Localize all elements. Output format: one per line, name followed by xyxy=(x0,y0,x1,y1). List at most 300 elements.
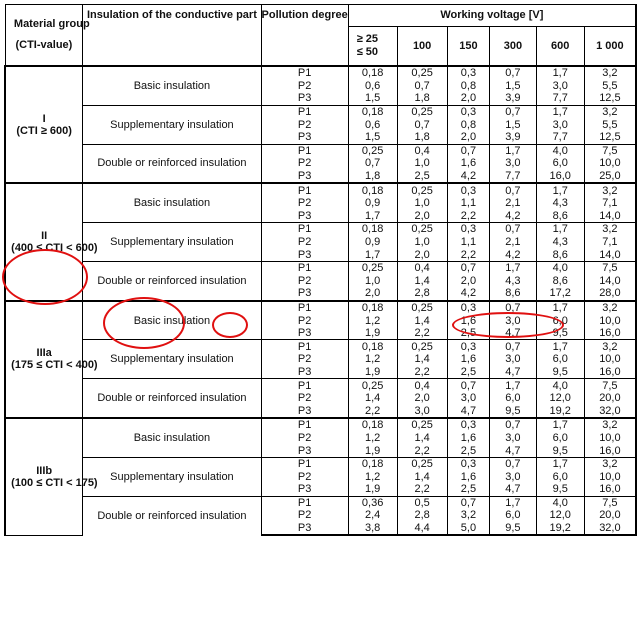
creepage-value-cell: 3,2 xyxy=(584,223,636,236)
creepage-value-cell: 9,5 xyxy=(490,522,536,536)
pollution-degree-cell: P2 xyxy=(261,353,348,366)
material-group-name: II xyxy=(41,230,48,243)
material-group-cell xyxy=(5,183,98,300)
voltage-header-cell: 1 000 xyxy=(584,27,636,67)
creepage-value-cell: 32,0 xyxy=(584,404,636,418)
creepage-value-cell: 1,2 xyxy=(348,314,397,327)
creepage-value-cell: 3,0 xyxy=(490,470,536,483)
creepage-value-cell: 0,7 xyxy=(490,223,536,236)
creepage-value-cell: 6,0 xyxy=(536,432,584,445)
insulation-type-cell: Basic insulation xyxy=(83,418,261,457)
material-group-cell xyxy=(5,301,98,418)
creepage-value-cell: 0,3 xyxy=(447,223,489,236)
creepage-value-cell: 10,0 xyxy=(584,432,636,445)
creepage-value-cell: 2,2 xyxy=(397,483,447,496)
creepage-value-cell: 1,4 xyxy=(397,314,447,327)
table-row xyxy=(5,457,636,470)
creepage-value-cell: 4,4 xyxy=(397,522,447,536)
creepage-value-cell: 16,0 xyxy=(584,366,636,379)
pollution-degree-cell: P1 xyxy=(261,457,348,470)
creepage-value-cell: 2,0 xyxy=(397,392,447,405)
creepage-value-cell: 4,7 xyxy=(447,404,489,418)
creepage-value-cell: 0,7 xyxy=(490,340,536,353)
creepage-value-cell: 0,5 xyxy=(397,496,447,509)
pollution-degree-cell: P1 xyxy=(261,496,348,509)
creepage-value-cell: 9,5 xyxy=(536,366,584,379)
pollution-degree-cell: P2 xyxy=(261,236,348,249)
creepage-value-cell: 0,7 xyxy=(490,457,536,470)
creepage-value-cell: 3,8 xyxy=(348,522,397,536)
creepage-value-cell: 5,5 xyxy=(584,80,636,93)
creepage-value-cell: 0,3 xyxy=(447,66,489,80)
creepage-value-cell: 5,5 xyxy=(584,118,636,131)
voltage-header-cell: 150 xyxy=(447,27,489,67)
creepage-value-cell: 0,7 xyxy=(348,157,397,170)
creepage-value-cell: 1,7 xyxy=(348,248,397,261)
pollution-degree-cell: P3 xyxy=(261,170,348,184)
creepage-value-cell: 3,0 xyxy=(490,353,536,366)
insulation-type-cell: Double or reinforced insulation xyxy=(83,261,261,300)
creepage-value-cell: 16,0 xyxy=(584,327,636,340)
pollution-degree-cell: P1 xyxy=(261,183,348,197)
creepage-value-cell: 0,25 xyxy=(348,144,397,157)
creepage-value-cell: 3,0 xyxy=(490,432,536,445)
creepage-value-cell: 6,0 xyxy=(490,509,536,522)
creepage-value-cell: 9,5 xyxy=(536,483,584,496)
creepage-value-cell: 1,8 xyxy=(348,170,397,184)
creepage-value-cell: 6,0 xyxy=(536,353,584,366)
insulation-type-cell: Supplementary insulation xyxy=(83,340,261,379)
creepage-value-cell: 3,2 xyxy=(584,105,636,118)
insulation-type-cell: Supplementary insulation xyxy=(83,457,261,496)
creepage-value-cell: 16,0 xyxy=(536,170,584,184)
creepage-value-cell: 6,0 xyxy=(536,314,584,327)
creepage-value-cell: 1,7 xyxy=(490,144,536,157)
creepage-value-cell: 12,5 xyxy=(584,131,636,144)
pollution-degree-cell: P1 xyxy=(261,223,348,236)
creepage-value-cell: 0,25 xyxy=(397,223,447,236)
creepage-value-cell: 7,5 xyxy=(584,496,636,509)
creepage-value-cell: 7,5 xyxy=(584,379,636,392)
creepage-value-cell: 3,0 xyxy=(490,157,536,170)
creepage-value-cell: 16,0 xyxy=(584,483,636,496)
creepage-value-cell: 3,2 xyxy=(584,340,636,353)
pollution-degree-cell: P2 xyxy=(261,118,348,131)
creepage-value-cell: 2,5 xyxy=(447,366,489,379)
creepage-value-cell: 0,18 xyxy=(348,66,397,80)
creepage-value-cell: 4,2 xyxy=(490,210,536,223)
pollution-degree-header: Pollution degree xyxy=(261,5,348,67)
cti-range: (CTI ≥ 600) xyxy=(16,124,72,137)
creepage-value-cell: 2,2 xyxy=(397,366,447,379)
creepage-value-cell: 7,7 xyxy=(490,170,536,184)
creepage-value-cell: 32,0 xyxy=(584,522,636,536)
creepage-value-cell: 0,6 xyxy=(348,118,397,131)
voltage-header-cell: 300 xyxy=(490,27,536,67)
table-row xyxy=(5,340,636,353)
creepage-value-cell: 2,2 xyxy=(397,444,447,457)
creepage-value-cell: 0,3 xyxy=(447,457,489,470)
cti-range: (175 ≤ CTI < 400) xyxy=(11,359,98,372)
creepage-value-cell: 10,0 xyxy=(584,353,636,366)
creepage-value-cell: 0,25 xyxy=(397,418,447,432)
creepage-value-cell: 2,0 xyxy=(447,275,489,288)
table-row xyxy=(5,183,636,197)
creepage-value-cell: 0,18 xyxy=(348,340,397,353)
creepage-value-cell: 3,2 xyxy=(447,509,489,522)
creepage-value-cell: 1,0 xyxy=(397,197,447,210)
creepage-value-cell: 3,9 xyxy=(490,92,536,105)
creepage-value-cell: 0,8 xyxy=(447,80,489,93)
pollution-degree-cell: P3 xyxy=(261,483,348,496)
creepage-value-cell: 20,0 xyxy=(584,392,636,405)
creepage-value-cell: 4,2 xyxy=(447,287,489,301)
pollution-degree-cell: P1 xyxy=(261,379,348,392)
creepage-value-cell: 0,18 xyxy=(348,223,397,236)
creepage-value-cell: 4,3 xyxy=(536,197,584,210)
creepage-value-cell: 0,3 xyxy=(447,301,489,315)
creepage-value-cell: 3,2 xyxy=(584,183,636,197)
creepage-value-cell: 14,0 xyxy=(584,210,636,223)
creepage-value-cell: 0,18 xyxy=(348,105,397,118)
creepage-value-cell: 0,36 xyxy=(348,496,397,509)
creepage-value-cell: 12,5 xyxy=(584,92,636,105)
creepage-value-cell: 0,18 xyxy=(348,457,397,470)
creepage-value-cell: 1,2 xyxy=(348,353,397,366)
creepage-value-cell: 0,4 xyxy=(397,379,447,392)
creepage-value-cell: 0,25 xyxy=(397,183,447,197)
creepage-value-cell: 0,4 xyxy=(397,261,447,274)
creepage-value-cell: 4,7 xyxy=(490,327,536,340)
creepage-value-cell: 12,0 xyxy=(536,392,584,405)
creepage-value-cell: 3,0 xyxy=(536,118,584,131)
creepage-value-cell: 1,7 xyxy=(348,210,397,223)
creepage-value-cell: 4,0 xyxy=(536,144,584,157)
voltage-header-cell: 600 xyxy=(536,27,584,67)
pollution-degree-cell: P2 xyxy=(261,80,348,93)
table-row xyxy=(5,261,636,274)
creepage-value-cell: 2,8 xyxy=(397,287,447,301)
creepage-value-cell: 0,7 xyxy=(447,379,489,392)
pollution-degree-cell: P3 xyxy=(261,327,348,340)
insulation-header: Insulation of the conductive part xyxy=(83,5,261,67)
creepage-value-cell: 2,0 xyxy=(348,287,397,301)
creepage-value-cell: 0,7 xyxy=(490,418,536,432)
table-row xyxy=(5,379,636,392)
pollution-degree-cell: P3 xyxy=(261,444,348,457)
creepage-value-cell: 4,3 xyxy=(536,236,584,249)
creepage-value-cell: 7,7 xyxy=(536,92,584,105)
creepage-value-cell: 0,25 xyxy=(397,105,447,118)
creepage-value-cell: 1,4 xyxy=(348,392,397,405)
creepage-value-cell: 4,0 xyxy=(536,261,584,274)
creepage-value-cell: 1,9 xyxy=(348,483,397,496)
creepage-value-cell: 10,0 xyxy=(584,470,636,483)
creepage-value-cell: 19,2 xyxy=(536,522,584,536)
creepage-value-cell: 3,0 xyxy=(490,314,536,327)
creepage-value-cell: 6,0 xyxy=(536,157,584,170)
creepage-value-cell: 0,18 xyxy=(348,301,397,315)
pollution-degree-cell: P1 xyxy=(261,418,348,432)
creepage-value-cell: 1,4 xyxy=(397,353,447,366)
creepage-value-cell: 6,0 xyxy=(490,392,536,405)
pollution-degree-cell: P2 xyxy=(261,432,348,445)
creepage-value-cell: 0,7 xyxy=(490,183,536,197)
pollution-degree-cell: P2 xyxy=(261,509,348,522)
voltage-header-cell: 100 xyxy=(397,27,447,67)
creepage-value-cell: 0,6 xyxy=(348,80,397,93)
creepage-value-cell: 0,3 xyxy=(447,340,489,353)
creepage-value-cell: 1,7 xyxy=(490,496,536,509)
creepage-value-cell: 0,18 xyxy=(348,418,397,432)
insulation-type-cell: Double or reinforced insulation xyxy=(83,144,261,183)
material-group-cell xyxy=(5,66,83,183)
creepage-value-cell: 2,1 xyxy=(490,236,536,249)
creepage-value-cell: 1,4 xyxy=(397,470,447,483)
cti-range: (100 ≤ CTI < 175) xyxy=(11,476,98,489)
creepage-value-cell: 4,7 xyxy=(490,444,536,457)
pollution-degree-cell: P3 xyxy=(261,92,348,105)
creepage-value-cell: 12,0 xyxy=(536,509,584,522)
creepage-value-cell: 2,8 xyxy=(397,509,447,522)
creepage-value-cell: 7,1 xyxy=(584,197,636,210)
creepage-value-cell: 1,7 xyxy=(536,301,584,315)
creepage-value-cell: 4,2 xyxy=(490,248,536,261)
creepage-value-cell: 0,9 xyxy=(348,197,397,210)
creepage-value-cell: 4,2 xyxy=(447,170,489,184)
creepage-value-cell: 4,7 xyxy=(490,483,536,496)
creepage-value-cell: 3,0 xyxy=(447,392,489,405)
creepage-value-cell: 6,0 xyxy=(536,470,584,483)
creepage-value-cell: 0,25 xyxy=(397,340,447,353)
creepage-value-cell: 1,6 xyxy=(447,470,489,483)
material-group-name: IIIa xyxy=(36,347,52,360)
creepage-value-cell: 14,0 xyxy=(584,275,636,288)
table-row xyxy=(5,66,636,80)
creepage-value-cell: 1,9 xyxy=(348,366,397,379)
creepage-value-cell: 8,6 xyxy=(536,275,584,288)
cti-value-label: (CTI-value) xyxy=(15,39,73,51)
creepage-value-cell: 3,2 xyxy=(584,457,636,470)
pollution-degree-cell: P3 xyxy=(261,248,348,261)
creepage-value-cell: 10,0 xyxy=(584,157,636,170)
creepage-value-cell: 1,7 xyxy=(490,261,536,274)
creepage-value-cell: 1,5 xyxy=(490,118,536,131)
creepage-value-cell: 0,18 xyxy=(348,183,397,197)
creepage-value-cell: 1,7 xyxy=(536,340,584,353)
material-group-header xyxy=(5,5,90,67)
creepage-value-cell: 7,1 xyxy=(584,236,636,249)
creepage-value-cell: 4,0 xyxy=(536,379,584,392)
creepage-value-cell: 1,7 xyxy=(536,66,584,80)
pollution-degree-cell: P2 xyxy=(261,157,348,170)
pollution-degree-cell: P2 xyxy=(261,314,348,327)
creepage-value-cell: 1,6 xyxy=(447,157,489,170)
material-group-name: I xyxy=(42,112,46,125)
creepage-value-cell: 0,25 xyxy=(397,301,447,315)
creepage-value-cell: 8,6 xyxy=(536,210,584,223)
creepage-value-cell: 3,0 xyxy=(536,80,584,93)
creepage-value-cell: 2,5 xyxy=(447,327,489,340)
creepage-value-cell: 2,5 xyxy=(397,170,447,184)
insulation-type-cell: Double or reinforced insulation xyxy=(83,496,261,535)
creepage-value-cell: 4,3 xyxy=(490,275,536,288)
creepage-value-cell: 0,3 xyxy=(447,183,489,197)
creepage-value-cell: 0,7 xyxy=(490,105,536,118)
table-row xyxy=(5,144,636,157)
creepage-value-cell: 1,2 xyxy=(348,470,397,483)
creepage-value-cell: 1,1 xyxy=(447,197,489,210)
creepage-value-cell: 1,9 xyxy=(348,444,397,457)
insulation-type-cell: Basic insulation xyxy=(83,183,261,222)
creepage-value-cell: 2,2 xyxy=(348,404,397,418)
creepage-value-cell: 0,7 xyxy=(447,496,489,509)
pollution-degree-cell: P1 xyxy=(261,66,348,80)
creepage-value-cell: 0,7 xyxy=(490,66,536,80)
creepage-value-cell: 2,0 xyxy=(447,92,489,105)
creepage-value-cell: 1,1 xyxy=(447,236,489,249)
creepage-value-cell: 2,2 xyxy=(397,327,447,340)
creepage-value-cell: 2,2 xyxy=(447,210,489,223)
creepage-value-cell: 0,7 xyxy=(447,144,489,157)
table-row xyxy=(5,496,636,509)
table-row xyxy=(5,105,636,118)
pollution-degree-cell: P3 xyxy=(261,210,348,223)
creepage-table-container xyxy=(4,4,637,536)
creepage-value-cell: 1,5 xyxy=(348,92,397,105)
pollution-degree-cell: P2 xyxy=(261,275,348,288)
creepage-value-cell: 2,5 xyxy=(447,483,489,496)
material-group-cell xyxy=(5,418,98,535)
pollution-degree-cell: P3 xyxy=(261,131,348,144)
creepage-value-cell: 0,25 xyxy=(348,261,397,274)
creepage-value-cell: 3,0 xyxy=(397,404,447,418)
pollution-degree-cell: P2 xyxy=(261,197,348,210)
creepage-value-cell: 1,7 xyxy=(536,223,584,236)
creepage-value-cell: 2,0 xyxy=(447,131,489,144)
pollution-degree-cell: P3 xyxy=(261,522,348,536)
creepage-value-cell: 1,8 xyxy=(397,92,447,105)
creepage-value-cell: 19,2 xyxy=(536,404,584,418)
creepage-value-cell: 1,8 xyxy=(397,131,447,144)
creepage-value-cell: 3,2 xyxy=(584,301,636,315)
creepage-value-cell: 2,4 xyxy=(348,509,397,522)
creepage-value-cell: 9,5 xyxy=(536,444,584,457)
insulation-type-cell: Supplementary insulation xyxy=(83,223,261,262)
creepage-value-cell: 1,4 xyxy=(397,275,447,288)
creepage-value-cell: 9,5 xyxy=(490,404,536,418)
insulation-type-cell: Supplementary insulation xyxy=(83,105,261,144)
creepage-value-cell: 2,2 xyxy=(447,248,489,261)
creepage-value-cell: 2,0 xyxy=(397,248,447,261)
creepage-value-cell: 1,7 xyxy=(536,418,584,432)
creepage-value-cell: 16,0 xyxy=(584,444,636,457)
pollution-degree-cell: P3 xyxy=(261,366,348,379)
creepage-value-cell: 3,9 xyxy=(490,131,536,144)
creepage-value-cell: 0,8 xyxy=(447,118,489,131)
insulation-type-cell: Basic insulation xyxy=(83,66,261,105)
creepage-value-cell: 0,9 xyxy=(348,236,397,249)
creepage-value-cell: 0,25 xyxy=(397,66,447,80)
creepage-value-cell: 3,2 xyxy=(584,418,636,432)
creepage-value-cell: 1,7 xyxy=(536,457,584,470)
creepage-value-cell: 0,7 xyxy=(490,301,536,315)
creepage-value-cell: 0,3 xyxy=(447,418,489,432)
creepage-value-cell: 8,6 xyxy=(536,248,584,261)
creepage-value-cell: 1,7 xyxy=(490,379,536,392)
pollution-degree-cell: P1 xyxy=(261,340,348,353)
creepage-value-cell: 14,0 xyxy=(584,248,636,261)
creepage-value-cell: 0,7 xyxy=(397,80,447,93)
creepage-value-cell: 10,0 xyxy=(584,314,636,327)
material-group-label: Material group xyxy=(13,18,90,30)
insulation-type-cell: Basic insulation xyxy=(83,301,261,340)
pollution-degree-cell: P1 xyxy=(261,105,348,118)
cti-range: (400 ≤ CTI < 600) xyxy=(11,242,98,255)
creepage-value-cell: 0,4 xyxy=(397,144,447,157)
pollution-degree-cell: P2 xyxy=(261,392,348,405)
pollution-degree-cell: P2 xyxy=(261,470,348,483)
creepage-value-cell: 5,0 xyxy=(447,522,489,536)
creepage-value-cell: 7,5 xyxy=(584,144,636,157)
creepage-value-cell: 1,7 xyxy=(536,105,584,118)
creepage-value-cell: 1,7 xyxy=(536,183,584,197)
creepage-value-cell: 1,6 xyxy=(447,353,489,366)
creepage-value-cell: 1,2 xyxy=(348,432,397,445)
creepage-value-cell: 2,0 xyxy=(397,210,447,223)
creepage-value-cell: 1,6 xyxy=(447,314,489,327)
creepage-value-cell: 1,6 xyxy=(447,432,489,445)
creepage-value-cell: 1,0 xyxy=(397,236,447,249)
creepage-value-cell: 0,7 xyxy=(397,118,447,131)
creepage-value-cell: 0,25 xyxy=(397,457,447,470)
pollution-degree-cell: P3 xyxy=(261,404,348,418)
creepage-value-cell: 7,5 xyxy=(584,261,636,274)
creepage-value-cell: 1,0 xyxy=(348,275,397,288)
table-row xyxy=(5,301,636,315)
creepage-value-cell: 17,2 xyxy=(536,287,584,301)
creepage-value-cell: 2,5 xyxy=(447,444,489,457)
creepage-value-cell: 4,7 xyxy=(490,366,536,379)
creepage-value-cell: 8,6 xyxy=(490,287,536,301)
voltage-header-cell: ≥ 25 ≤ 50 xyxy=(348,27,397,67)
table-row xyxy=(5,223,636,236)
creepage-value-cell: 0,7 xyxy=(447,261,489,274)
creepage-value-cell: 20,0 xyxy=(584,509,636,522)
working-voltage-header: Working voltage [V] xyxy=(348,5,636,27)
creepage-value-cell: 7,7 xyxy=(536,131,584,144)
pollution-degree-cell: P3 xyxy=(261,287,348,301)
creepage-value-cell: 4,0 xyxy=(536,496,584,509)
creepage-value-cell: 3,2 xyxy=(584,66,636,80)
creepage-distance-table xyxy=(4,4,637,536)
creepage-value-cell: 1,0 xyxy=(397,157,447,170)
insulation-type-cell: Double or reinforced insulation xyxy=(83,379,261,418)
creepage-value-cell: 1,4 xyxy=(397,432,447,445)
material-group-name: IIIb xyxy=(36,464,53,477)
creepage-value-cell: 25,0 xyxy=(584,170,636,184)
creepage-value-cell: 1,9 xyxy=(348,327,397,340)
creepage-value-cell: 28,0 xyxy=(584,287,636,301)
pollution-degree-cell: P1 xyxy=(261,261,348,274)
creepage-value-cell: 1,5 xyxy=(348,131,397,144)
creepage-value-cell: 1,5 xyxy=(490,80,536,93)
table-row xyxy=(5,418,636,432)
creepage-value-cell: 0,25 xyxy=(348,379,397,392)
creepage-value-cell: 0,3 xyxy=(447,105,489,118)
pollution-degree-cell: P1 xyxy=(261,144,348,157)
creepage-value-cell: 2,1 xyxy=(490,197,536,210)
